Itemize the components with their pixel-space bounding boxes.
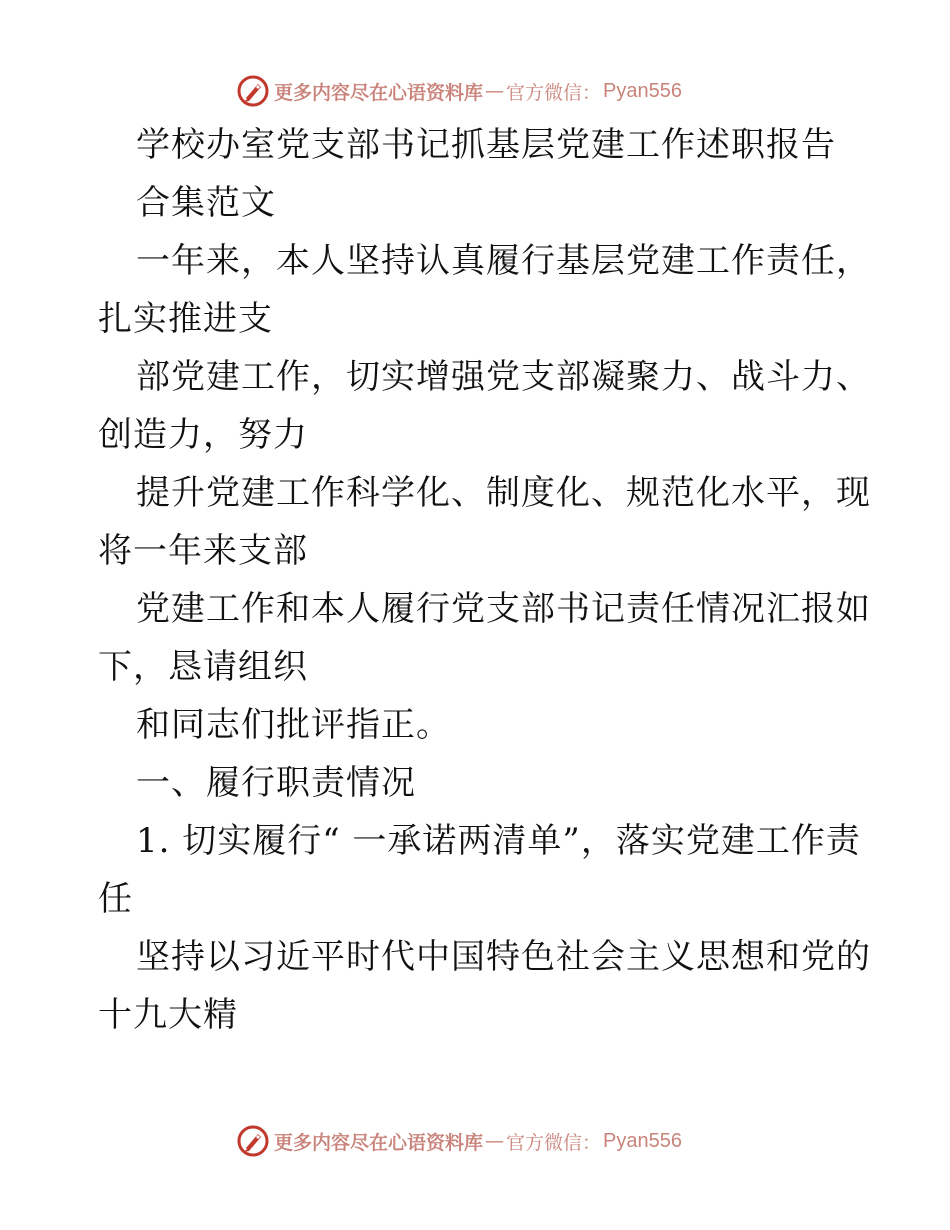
paragraph-line: 党建工作和本人履行党支部书记责任情况汇报如 xyxy=(136,589,871,629)
watermark-wechat-label: 官方微信： xyxy=(506,81,602,104)
pen-nib-logo-icon xyxy=(236,74,270,108)
watermark-wechat-id: Pyan556 xyxy=(603,1129,682,1152)
paragraph-line: 创造力，努力 xyxy=(98,415,308,455)
watermark-wechat-label: 官方微信： xyxy=(506,1131,602,1154)
document-body xyxy=(98,116,871,1044)
paragraph-line: 下，恳请组织 xyxy=(98,647,308,687)
section-heading: 一、履行职责情况 xyxy=(136,763,416,803)
watermark-site-text: 更多内容尽在心语资料库 xyxy=(274,1131,484,1154)
watermark-separator: — xyxy=(485,1130,505,1152)
doc-title-line-1: 学校办室党支部书记抓基层党建工作述职报告 xyxy=(136,125,836,165)
footer-watermark xyxy=(236,1124,682,1158)
watermark-separator: — xyxy=(485,80,505,102)
watermark-site-text: 更多内容尽在心语资料库 xyxy=(274,81,484,104)
paragraph-line: 提升党建工作科学化、制度化、规范化水平，现 xyxy=(136,473,871,513)
paragraph-line: 部党建工作，切实增强党支部凝聚力、战斗力、 xyxy=(136,357,871,397)
paragraph-line: 和同志们批评指正。 xyxy=(136,705,451,745)
header-watermark xyxy=(236,74,682,108)
paragraph-line: 扎实推进支 xyxy=(98,299,273,339)
paragraph-line: 坚持以习近平时代中国特色社会主义思想和党的 xyxy=(136,937,871,977)
watermark-wechat-id: Pyan556 xyxy=(603,79,682,102)
pen-nib-logo-icon xyxy=(236,1124,270,1158)
subsection-heading-continued: 任 xyxy=(98,879,133,919)
subsection-heading: 1. 切实履行“ 一承诺两清单”，落实党建工作责 xyxy=(136,821,861,861)
paragraph-line: 十九大精 xyxy=(98,995,238,1035)
doc-title-line-2: 合集范文 xyxy=(136,183,276,223)
paragraph-line: 将一年来支部 xyxy=(98,531,308,571)
paragraph-line: 一年来，本人坚持认真履行基层党建工作责任， xyxy=(136,241,871,281)
